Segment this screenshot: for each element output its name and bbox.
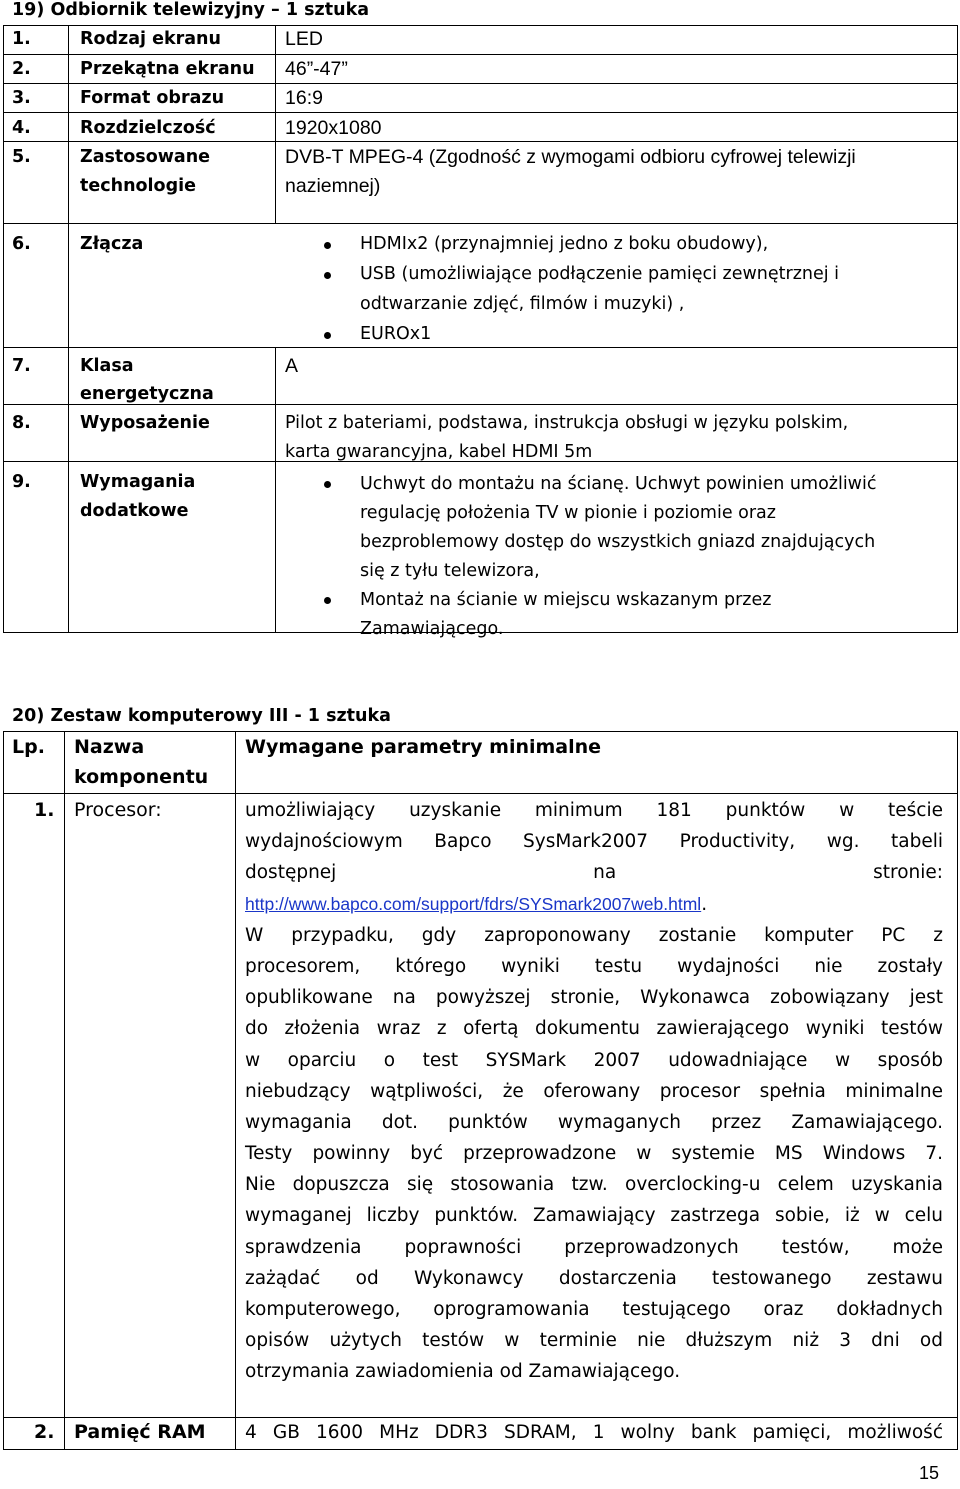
row-label-additional: Wymagania	[80, 472, 196, 492]
processor-text-line: opublikowane na powyższej stronie, Wykonawca zobowiązany jest	[245, 987, 943, 1009]
processor-text-line: zażądać od Wykonawcy dostarczenia testowanego zestawu	[245, 1267, 943, 1289]
row-number: 4.	[12, 118, 31, 138]
row-number: 9.	[12, 472, 31, 492]
processor-text-line: Testy powinny być przeprowadzone w systemie MS Windows 7.	[245, 1143, 943, 1165]
row-value-resolution: 1920x1080	[285, 117, 382, 139]
row-label-connectors: Złącza	[80, 234, 144, 254]
section20-heading: 20) Zestaw komputerowy III - 1 sztuka	[12, 706, 391, 726]
row-value-energy-class: A	[285, 355, 299, 377]
row-label-technologies: Zastosowane	[80, 147, 211, 167]
bullet-icon	[324, 597, 331, 604]
row-value-equipment: Pilot z bateriami, podstawa, instrukcja obsługi w języku polskim,	[285, 413, 849, 433]
header-component-name: Nazwa	[74, 736, 145, 758]
bapco-link[interactable]: http://www.bapco.com/support/fdrs/SYSmark2007web.html	[245, 893, 702, 914]
bullet-icon	[324, 272, 331, 279]
processor-text-line: W przypadku, gdy zaproponowany zostanie komputer PC z	[245, 924, 943, 946]
ram-description	[245, 1417, 943, 1448]
req-mount-line4: się z tyłu telewizora,	[360, 561, 540, 581]
row-value-technologies: DVB-T MPEG-4 (Zgodność z wymogami odbioru cyfrowej telewizji	[285, 146, 856, 168]
row-label-aspect: Format obrazu	[80, 88, 225, 108]
processor-text-line: sprawdzenia poprawności przeprowadzonych testów, może	[245, 1236, 943, 1258]
processor-text-line: Nie dopuszcza się stosowania tzw. overclocking-u celem uzyskania	[245, 1174, 943, 1196]
section19-heading: 19) Odbiornik telewizyjny – 1 sztuka	[12, 0, 370, 20]
header-lp: Lp.	[12, 736, 45, 758]
connector-euro: EUROx1	[360, 324, 432, 344]
row-value-diagonal: 46”-47”	[285, 58, 348, 80]
processor-text-line: komputerowego, oprogramowania testującego oraz dokładnych	[245, 1299, 943, 1320]
bullet-icon	[324, 242, 331, 249]
row-number: 8.	[12, 413, 31, 433]
page-number: 15	[919, 1463, 940, 1483]
req-install-line2: Zamawiającego.	[360, 619, 504, 639]
processor-text-line: wymaganej liczby punktów. Zamawiający zastrzega sobie, iż w celu	[245, 1205, 943, 1227]
row-value-equipment-2: karta gwarancyjna, kabel HDMI 5m	[285, 442, 593, 462]
processor-text-line: w oparciu o test SYSMark 2007 udowadniające w sposób	[245, 1049, 943, 1071]
processor-text-line: otrzymania zawiadomienia od Zamawiającego.	[245, 1361, 681, 1383]
row-label-energy-class-2: energetyczna	[80, 384, 214, 404]
req-mount-line1: Uchwyt do montażu na ścianę. Uchwyt powinien umożliwić	[360, 474, 877, 494]
processor-text-line: dostępnej na stronie:	[245, 862, 943, 884]
connector-usb-2: odtwarzanie zdjęć, filmów i muzyki) ,	[360, 294, 685, 314]
row-number: 1.	[34, 799, 55, 821]
row-label-screen-type: Rodzaj ekranu	[80, 29, 221, 49]
processor-description	[245, 795, 943, 1388]
row-number: 1.	[12, 29, 31, 49]
row-label-processor: Procesor:	[74, 799, 162, 821]
processor-text-line: wymagania dot. punktów wymaganych przez Zamawiającego.	[245, 1111, 943, 1133]
row-label-resolution: Rozdzielczość	[80, 118, 216, 138]
bullet-icon	[324, 481, 331, 488]
req-mount-line2: regulację położenia TV w pionie i poziomie oraz	[360, 503, 776, 523]
row-label-diagonal: Przekątna ekranu	[80, 59, 255, 79]
row-number: 6.	[12, 234, 31, 254]
row-number: 7.	[12, 356, 31, 376]
processor-text-line: procesorem, którego wyniki testu wydajności nie zostały	[245, 955, 943, 977]
ram-text-line: 4 GB 1600 MHz DDR3 SDRAM, 1 wolny bank pamięci, możliwość	[245, 1422, 943, 1443]
row-number: 2.	[34, 1421, 55, 1443]
row-number: 3.	[12, 88, 31, 108]
row-number: 2.	[12, 59, 31, 79]
header-params: Wymagane parametry minimalne	[245, 736, 602, 758]
processor-link-line	[245, 889, 943, 920]
req-install-line1: Montaż na ścianie w miejscu wskazanym przez	[360, 590, 772, 610]
row-value-technologies-2: naziemnej)	[285, 175, 381, 197]
row-value-screen-type: LED	[285, 28, 323, 50]
req-mount-line3: bezproblemowy dostęp do wszystkich gniazd znajdujących	[360, 532, 876, 552]
row-label-energy-class: Klasa	[80, 356, 134, 376]
connector-usb: USB (umożliwiające podłączenie pamięci zewnętrznej i	[360, 264, 840, 284]
bullet-icon	[324, 332, 331, 339]
processor-text-line: niebudzący wątpliwości, że oferowany procesor spełnia minimalne	[245, 1080, 943, 1102]
processor-text-line: umożliwiający uzyskanie minimum 181 punktów w teście	[245, 800, 943, 821]
row-value-aspect: 16:9	[285, 87, 323, 109]
row-label-technologies-2: technologie	[80, 176, 196, 196]
connector-hdmi: HDMIx2 (przynajmniej jedno z boku obudowy),	[360, 234, 769, 254]
processor-text-line: do złożenia wraz z ofertą dokumentu zawierającego wyniki testów	[245, 1018, 943, 1040]
header-component-name-2: komponentu	[74, 766, 209, 788]
row-label-equipment: Wyposażenie	[80, 413, 210, 433]
processor-text-line: wydajnościowym Bapco SysMark2007 Productivity, wg. tabeli	[245, 831, 943, 853]
row-label-additional-2: dodatkowe	[80, 501, 189, 521]
processor-text-line: opisów użytych testów w terminie nie dłuższym niż 3 dni od	[245, 1330, 943, 1352]
link-suffix: .	[701, 893, 708, 915]
row-number: 5.	[12, 147, 31, 167]
row-label-ram: Pamięć RAM	[74, 1421, 206, 1443]
